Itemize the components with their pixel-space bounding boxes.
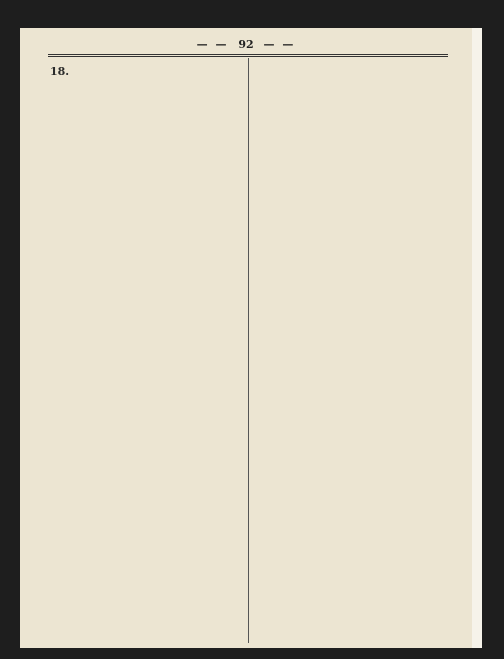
section-number: 18.	[50, 65, 70, 78]
header-dash-right: — —	[263, 38, 296, 51]
column-divider	[248, 58, 249, 643]
section-heading	[50, 65, 242, 78]
header-rule-bottom	[48, 56, 448, 57]
header-dash-left: — —	[196, 38, 229, 51]
page-edge	[472, 28, 482, 648]
newspaper-page	[20, 28, 472, 648]
left-column	[50, 62, 242, 79]
header-rule-top	[48, 54, 448, 55]
page-header	[20, 38, 472, 51]
page-number: 92	[238, 38, 254, 51]
